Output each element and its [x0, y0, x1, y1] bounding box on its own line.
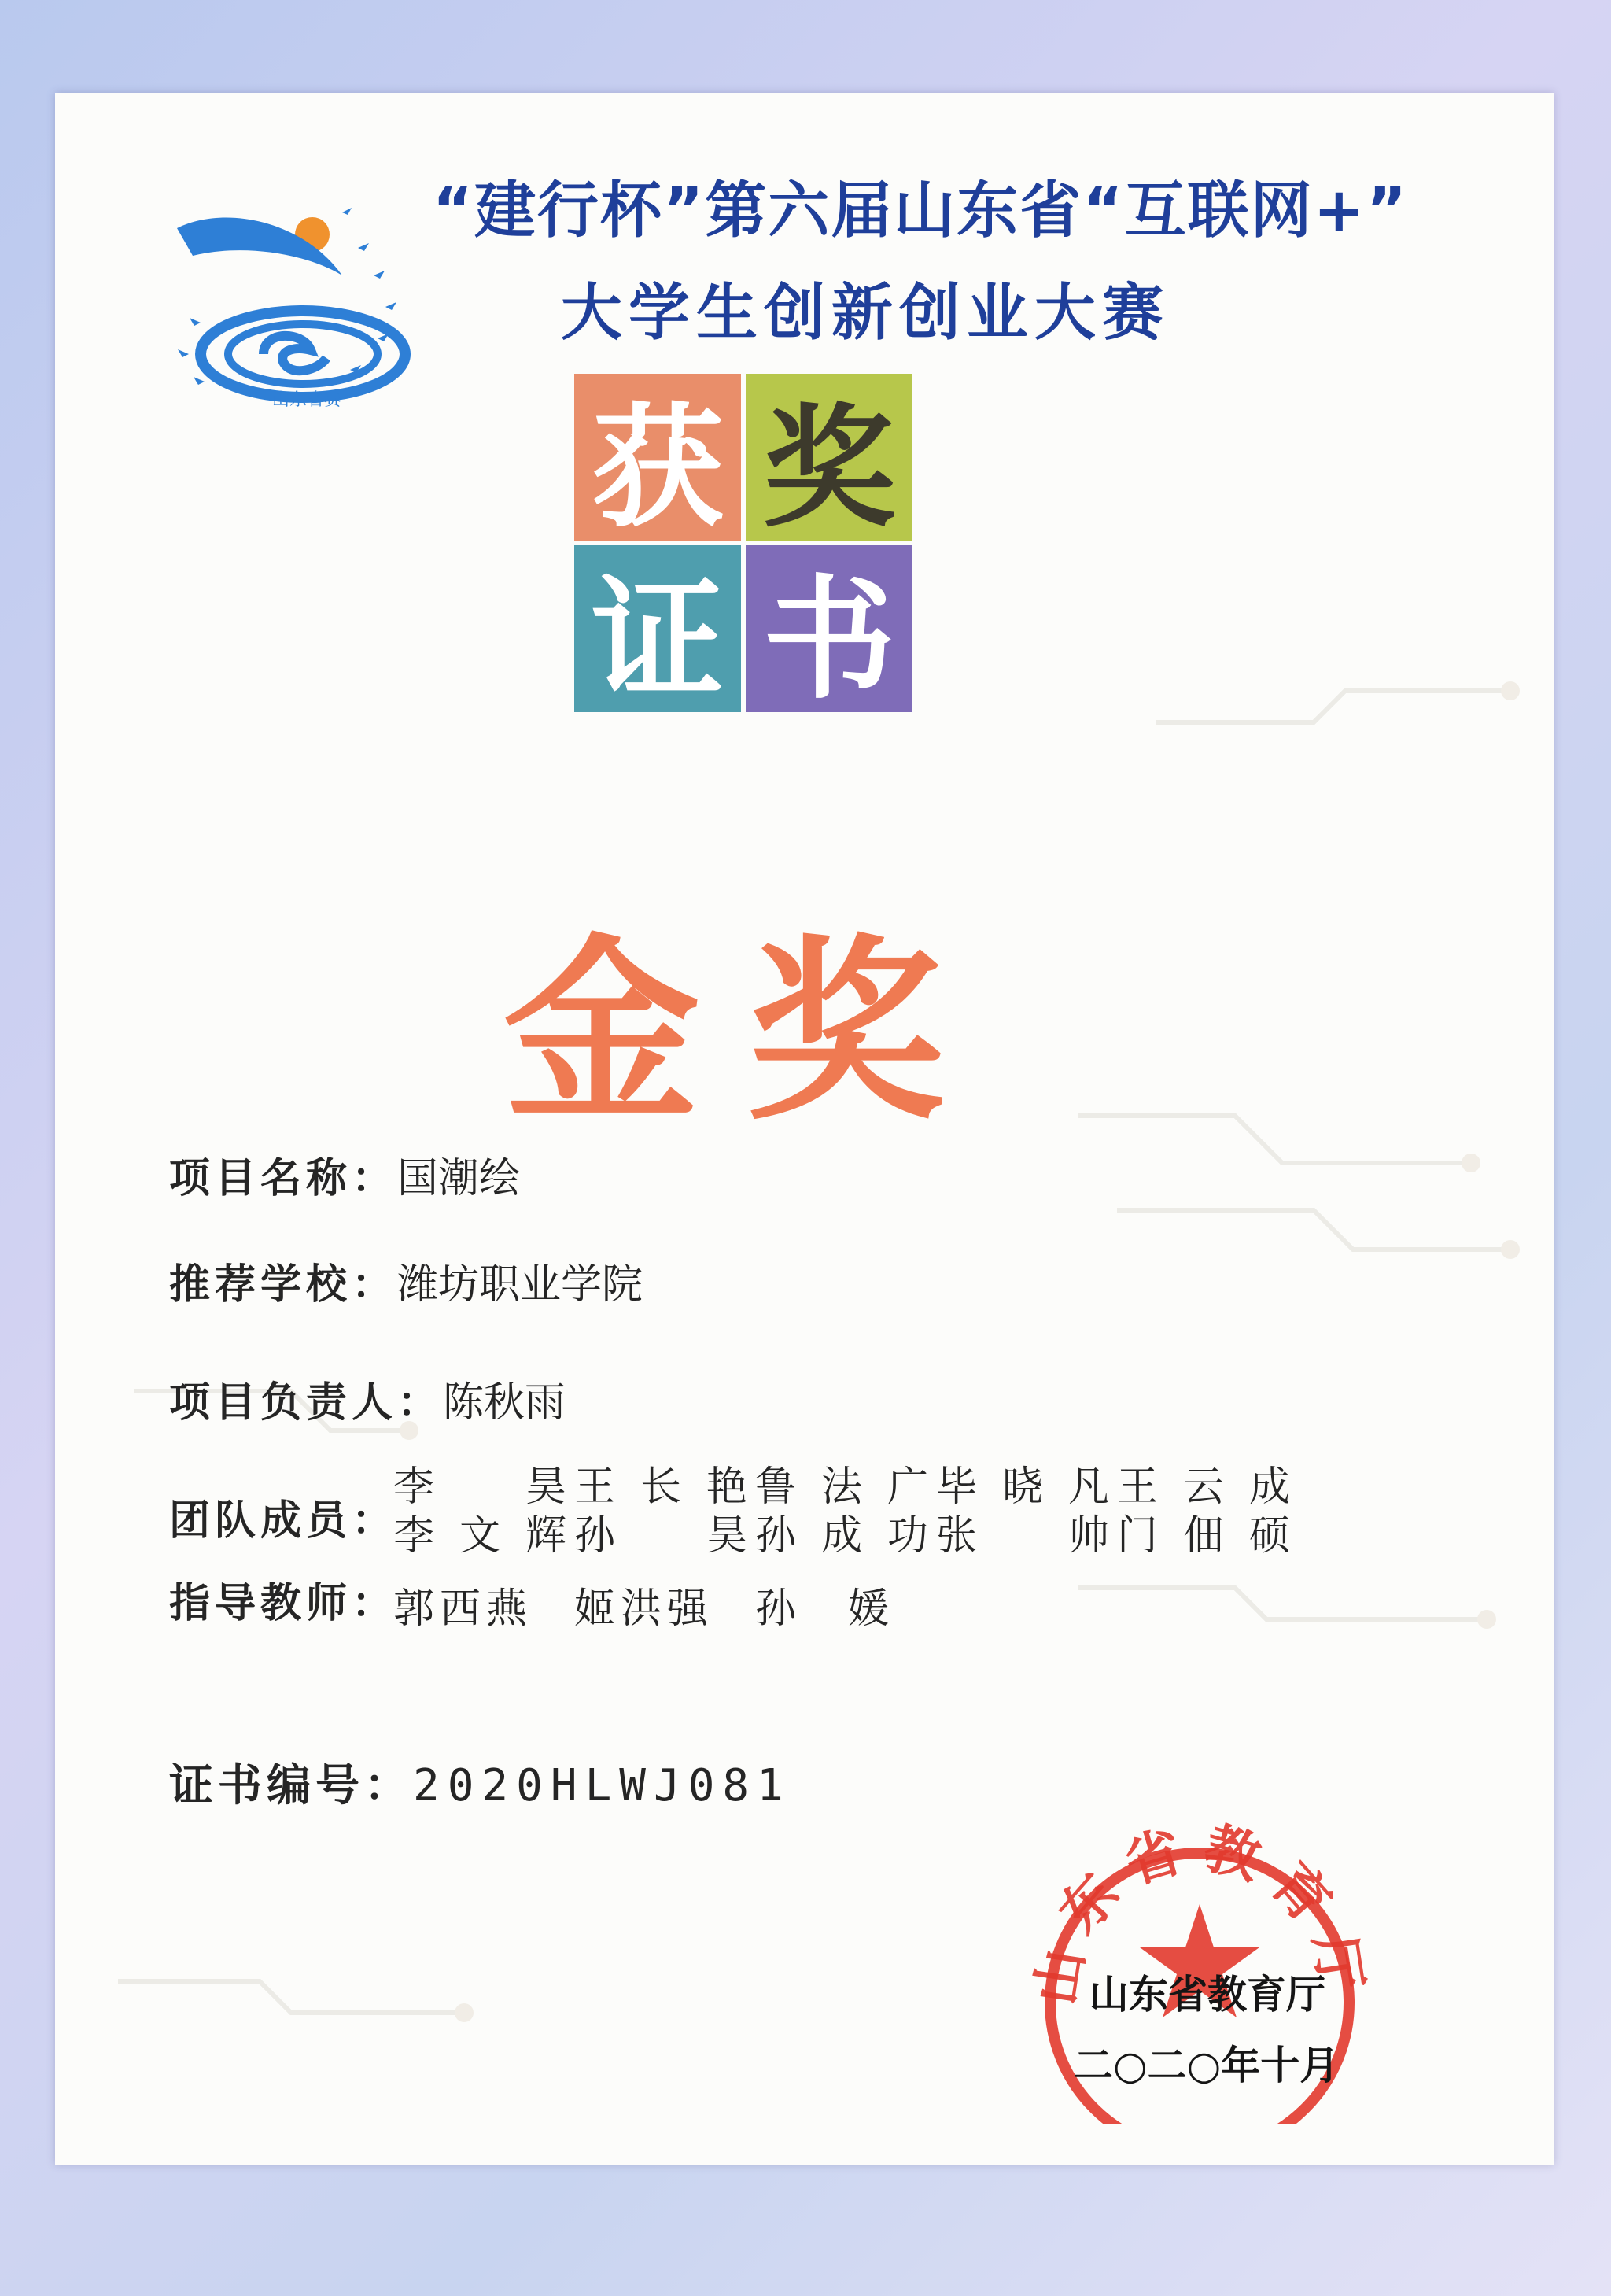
- leader-row: [169, 1369, 566, 1428]
- school-label: 推荐学校：: [169, 1261, 398, 1309]
- leader-label: 项目负责人：: [169, 1379, 444, 1427]
- team-member: 张帅: [936, 1512, 1109, 1560]
- cert-no-label: 证书编号：: [169, 1759, 413, 1811]
- advisors-row: [169, 1570, 397, 1629]
- team-label: 团队成员：: [169, 1497, 398, 1545]
- team-member: 毕晓凡: [936, 1464, 1109, 1511]
- title-tile-4: 书: [746, 545, 912, 712]
- team-member: 王长艳: [574, 1464, 747, 1511]
- title-tile-2: 奖: [746, 374, 912, 541]
- seal-ring-text: 山东省教育厅: [1022, 1814, 1377, 2009]
- cert-no-value: 2020HLWJ081: [413, 1760, 791, 1811]
- title-line-1: “建行杯”第六届山东省“互联网+”: [432, 175, 1409, 246]
- team-members: [393, 1453, 1337, 1560]
- school-row: [169, 1251, 643, 1310]
- team-member: 鲁法广: [755, 1464, 928, 1511]
- certificate-title-block: [574, 374, 920, 720]
- leader-value: 陈秋雨: [443, 1379, 566, 1427]
- advisor-member: 姬洪强: [574, 1585, 708, 1633]
- advisors-label: 指导教师：: [169, 1579, 398, 1627]
- award-level: 金奖: [503, 915, 991, 1146]
- team-member: 王云成: [1117, 1464, 1290, 1511]
- advisor-member: 郭西燕: [393, 1585, 527, 1633]
- title-line-2: 大学生创新创业大赛: [560, 278, 1170, 349]
- team-member: 孙成功: [755, 1512, 928, 1560]
- title-tile-1: 获: [574, 374, 741, 541]
- team-member: 门佃硕: [1117, 1512, 1290, 1560]
- project-name-row: [169, 1145, 520, 1204]
- issue-date: 二○二○年十月: [1074, 2042, 1340, 2088]
- project-name-label: 项目名称：: [169, 1154, 398, 1202]
- project-name-value: 国潮绘: [397, 1155, 521, 1202]
- school-value: 潍坊职业学院: [397, 1261, 643, 1309]
- logo-caption: 山东省赛: [271, 390, 342, 409]
- cert-no-row: [169, 1751, 791, 1814]
- team-member: 李昊: [393, 1464, 566, 1511]
- issuer-name: 山东省教育厅: [1089, 1971, 1325, 2017]
- advisor-member: 孙媛: [755, 1585, 889, 1633]
- team-member: 李文辉: [393, 1512, 566, 1560]
- team-member: 孙昊: [574, 1512, 747, 1560]
- advisor-members: [393, 1575, 1337, 1633]
- title-tile-3: 证: [574, 545, 741, 712]
